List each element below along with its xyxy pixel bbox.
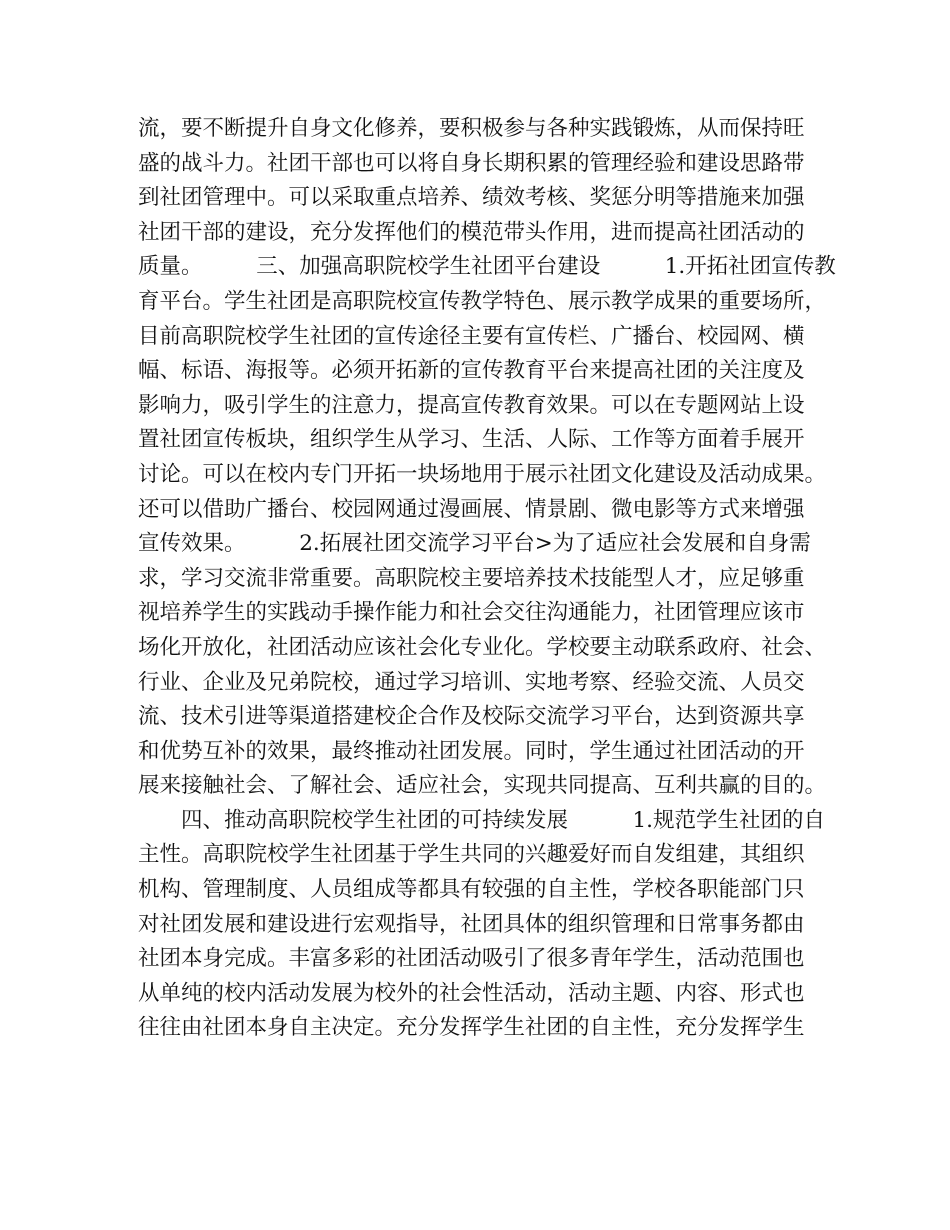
text-line: 行业、企业及兄弟院校，通过学习培训、实地考察、经验交流、人员交 [138,669,805,695]
text-line: 视培养学生的实践动手操作能力和社会交往沟通能力，社团管理应该市 [138,600,805,626]
text-line: 机构、管理制度、人员组成等都具有较强的自主性，学校各职能部门只 [138,877,805,903]
body-text [138,112,836,1046]
text-line: 到社团管理中。可以采取重点培养、绩效考核、奖惩分明等措施来加强 [138,185,805,211]
text-line: 影响力，吸引学生的注意力，提高宣传教育效果。可以在专题网站上设 [138,392,805,418]
text-line: 主性。高职院校学生社团基于学生共同的兴趣爱好而自发组建，其组织 [138,842,805,868]
text-line: 社团本身完成。丰富多彩的社团活动吸引了很多青年学生，活动范围也 [138,946,805,972]
text-line: 讨论。可以在校内专门开拓一块场地用于展示社团文化建设及活动成果。 [138,461,827,487]
text-line: 社团干部的建设，充分发挥他们的模范带头作用，进而提高社团活动的 [138,219,805,245]
text-line: 置社团宣传板块，组织学生从学习、生活、人际、工作等方面着手展开 [138,427,805,453]
text-line: 还可以借助广播台、校园网通过漫画展、情景剧、微电影等方式来增强 [138,496,805,522]
text-line: 育平台。学生社团是高职院校宣传教学特色、展示教学成果的重要场所， [138,288,827,314]
text-line: 流，要不断提升自身文化修养，要积极参与各种实践锻炼，从而保持旺 [138,116,805,141]
text-line: 盛的战斗力。社团干部也可以将自身长期积累的管理经验和建设思路带 [138,150,805,176]
text-line: 求，学习交流非常重要。高职院校主要培养技术技能型人才，应足够重 [138,565,805,591]
text-line: 幅、标语、海报等。必须开拓新的宣传教育平台来提高社团的关注度及 [138,358,805,384]
text-line: 宣传效果。 2.拓展社团交流学习平台>为了适应社会发展和自身需 [138,531,811,557]
text-line: 质量。 三、加强高职院校学生社团平台建设 1.开拓社团宣传教 [138,254,836,280]
text-line: 目前高职院校学生社团的宣传途径主要有宣传栏、广播台、校园网、横 [138,323,805,349]
text-line: 场化开放化，社团活动应该社会化专业化。学校要主动联系政府、社会、 [138,634,827,660]
text-line: 和优势互补的效果，最终推动社团发展。同时，学生通过社团活动的开 [138,738,805,764]
text-line: 往往由社团本身自主决定。充分发挥学生社团的自主性，充分发挥学生 [138,1015,805,1041]
text-line: 展来接触社会、了解社会、适应社会，实现共同提高、互利共赢的目的。 [138,773,827,799]
text-line: 四、推动高职院校学生社团的可持续发展 1.规范学生社团的自 [138,807,826,833]
text-line: 从单纯的校内活动发展为校外的社会性活动，活动主题、内容、形式也 [138,980,805,1006]
text-line: 对社团发展和建设进行宏观指导，社团具体的组织管理和日常事务都由 [138,911,805,937]
text-line: 流、技术引进等渠道搭建校企合作及校际交流学习平台，达到资源共享 [138,704,805,730]
